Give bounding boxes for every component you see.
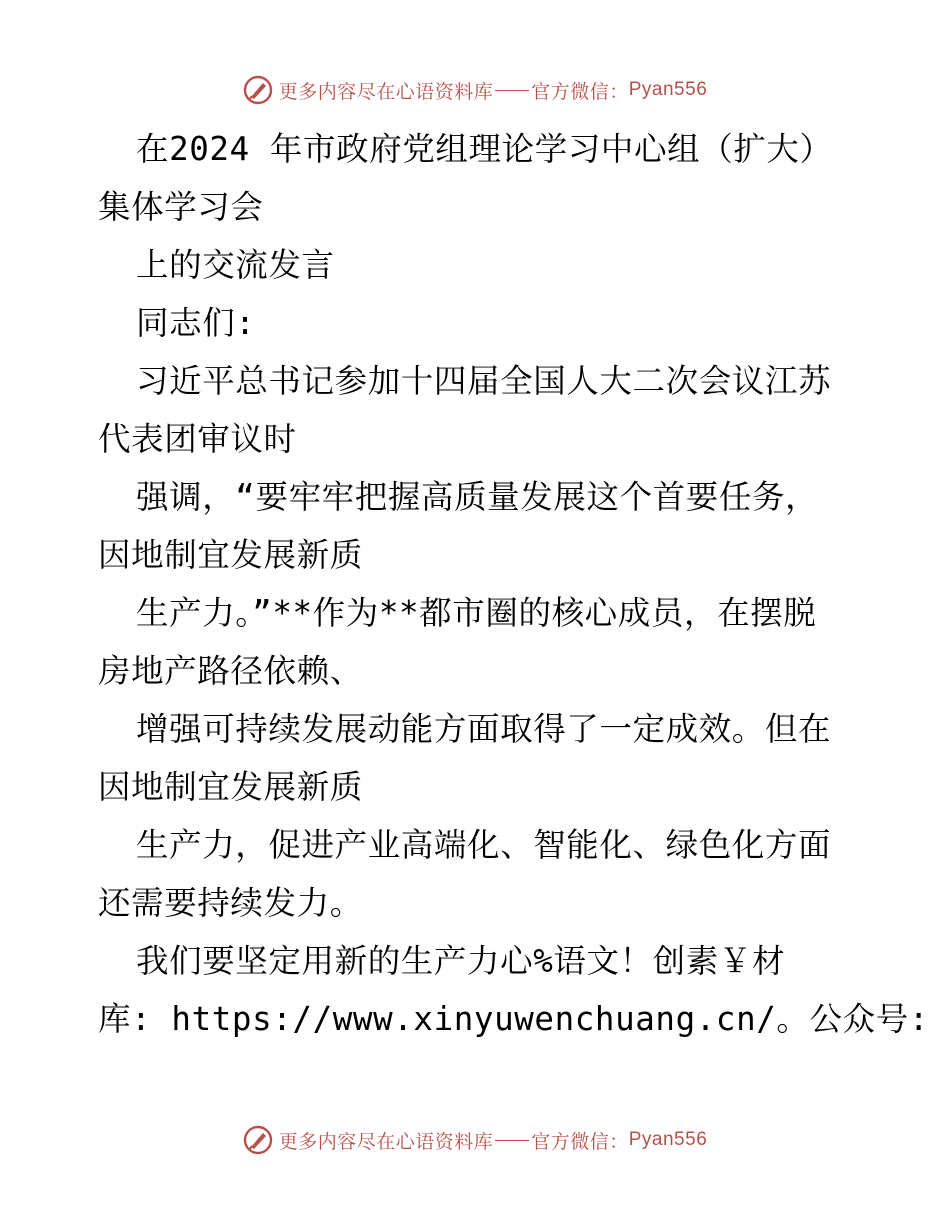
document-body <box>98 120 929 1048</box>
doc-line: 还需要持续发力。 <box>98 884 363 922</box>
doc-line: 库: https://www.xinyuwenchuang.cn/。公众号: <box>98 1000 929 1038</box>
footer-banner <box>0 1120 950 1160</box>
doc-line: 同志们: <box>136 304 256 342</box>
doc-line: 生产力。”**作为**都市圈的核心成员，在摆脱 <box>136 594 817 632</box>
header-wechat-id: Pyan556 <box>628 79 708 100</box>
doc-line: 强调，“要牢牢把握高质量发展这个首要任务， <box>136 478 819 516</box>
header-site-text: 更多内容尽在心语资料库 <box>278 80 494 103</box>
doc-line: 集体学习会 <box>98 188 264 226</box>
footer-site-text: 更多内容尽在心语资料库 <box>278 1130 494 1153</box>
doc-line: 习近平总书记参加十四届全国人大二次会议江苏 <box>136 362 832 400</box>
doc-line: 我们要坚定用新的生产力心%语文！创素￥材 <box>136 942 786 980</box>
doc-line: 增强可持续发展动能方面取得了一定成效。但在 <box>136 710 832 748</box>
doc-line: 因地制宜发展新质 <box>98 768 363 806</box>
doc-line: 在2024 年市政府党组理论学习中心组（扩大） <box>136 130 833 168</box>
footer-dash <box>495 1140 529 1141</box>
header-wechat-label: 官方微信： <box>531 80 629 103</box>
footer-wechat-id: Pyan556 <box>628 1129 708 1150</box>
quill-pen-logo-icon <box>243 1125 273 1155</box>
doc-line: 房地产路径依赖、 <box>98 652 363 690</box>
doc-line: 因地制宜发展新质 <box>98 536 363 574</box>
header-banner <box>0 70 950 110</box>
doc-line: 代表团审议时 <box>98 420 297 458</box>
header-dash <box>495 90 529 91</box>
footer-wechat-label: 官方微信： <box>531 1130 629 1153</box>
doc-line: 生产力，促进产业高端化、智能化、绿色化方面 <box>136 826 832 864</box>
quill-pen-logo-icon <box>243 75 273 105</box>
doc-line: 上的交流发言 <box>136 246 335 284</box>
